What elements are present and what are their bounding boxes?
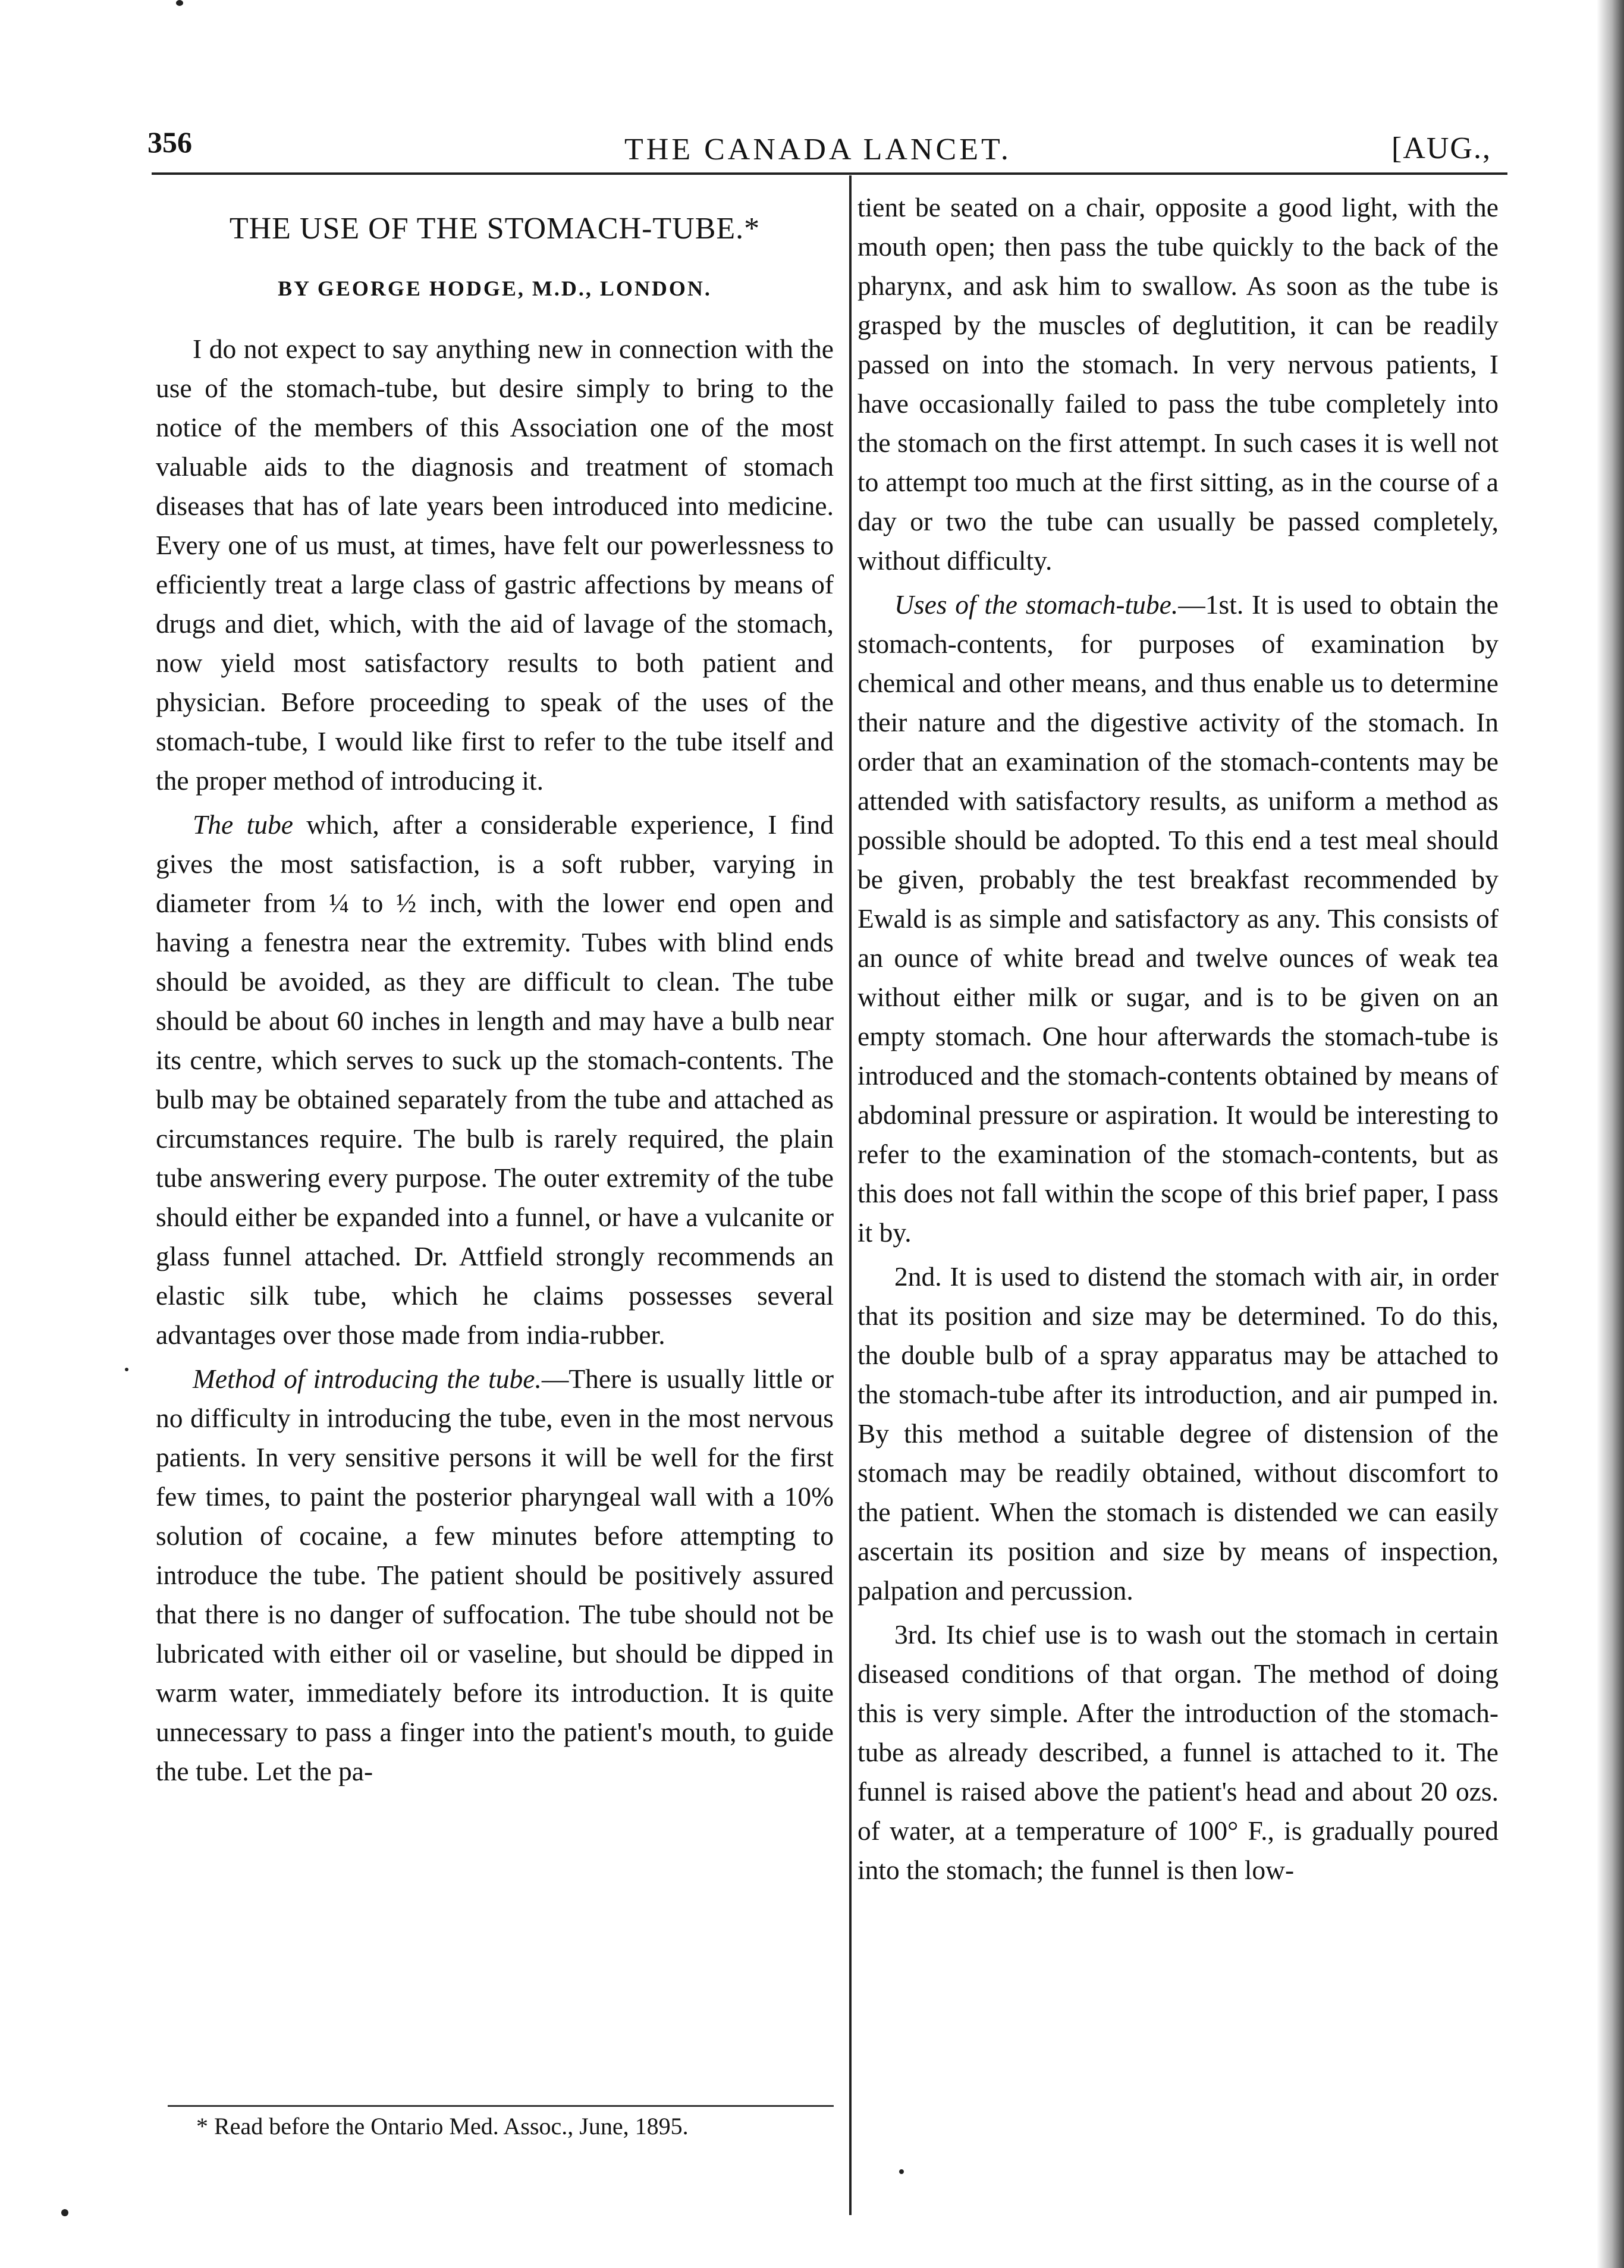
paragraph-second-use: 2nd. It is used to distend the stomach with air, in order that its position and size may be determined. To do this, the double bulb of a spray apparatus may be attached to the stomach-tube after its introduction, and air pumped in. By this method a suitable degree of distension of the stomach may be readily obtained, without discomfort to the patient. When the stomach is distended we can easily ascertain its position and size by means of inspection, palpation and percussion. [857, 1261, 1499, 1606]
page-edge-shadow [1597, 0, 1624, 2268]
paragraph-third-use: 3rd. Its chief use is to wash out the stomach in certain diseased conditions of that organ. The method of doing this is very simple. After the introduction of the stomach-tube as already described, a funnel is attached to it. The funnel is raised above the patient's head and about 20 ozs. of water, at a temperature of 100° F., is gradually poured into the stomach; the funnel is then low- [857, 1619, 1499, 1885]
left-column [156, 190, 834, 1791]
scan-speck [61, 2209, 68, 2216]
paragraph-uses [857, 585, 1499, 1252]
scan-speck [125, 1368, 128, 1371]
date-mark: [AUG., [1391, 131, 1491, 165]
paragraph-continued: tient be seated on a chair, opposite a good light, with the mouth open; then pass the tube quickly to the back of the pharynx, and ask him to swallow. As soon as the tube is grasped by the muscles of deglutition, it can be readily passed on into the stomach. In very nervous patients, I have occasionally failed to pass the tube completely into the stomach on the first attempt. In such cases it is well not to attempt too much at the first sitting, as in the course of a day or two the tube can usually be passed completely, without difficulty. [857, 192, 1499, 576]
paragraph-the-tube [156, 805, 834, 1355]
header-rule [152, 172, 1507, 175]
paragraph-body: —1st. It is used to obtain the stomach-contents, for purposes of examination by chemical and other means, and thus enable us to determine their nature and the digestive activity of the stomach. In order that an examination of the stomach-contents may be attended with satisfactory results, as uniform a method as possible should be adopted. To this end a test meal should be given, probably the test breakfast recommended by Ewald is as simple and satisfactory as any. This consists of an ounce of white bread and twelve ounces of weak tea without either milk or sugar, and is to be given on an empty stomach. One hour afterwards the stomach-tube is introduced and the stomach-contents obtained by means of abdominal pressure or aspiration. It would be interesting to refer to the examination of the stomach-contents, but as this does not fall within the scope of this brief paper, I pass it by. [857, 589, 1499, 1248]
paragraph-intro: I do not expect to say anything new in connection with the use of the stomach-tube, but desire simply to bring to the notice of the members of this Association one of the most valuable aids to the diagnosis and treatment of stomach diseases that has of late years been introduced into medicine. Every one of us must, at times, have felt our powerlessness to efficiently treat a large class of gastric affections by means of drugs and diet, which, with the aid of lavage of the stomach, now yield most satisfactory results to both patient and physician. Before proceeding to speak of the uses of the stomach-tube, I would like first to refer to the tube itself and the proper method of introducing it. [156, 334, 834, 796]
scan-speck [899, 2169, 904, 2174]
footnote: * Read before the Ontario Med. Assoc., June, 1895. [196, 2113, 689, 2140]
article-title: THE USE OF THE STOMACH-TUBE.* [229, 212, 761, 246]
paragraph-method [156, 1359, 834, 1791]
paragraph-body: which, after a considerable experience, I find gives the most satisfaction, is a soft rubber, varying in diameter from ¼ to ½ inch, with the lower end open and having a fenestra near the extremity. Tubes with blind ends should be avoided, as they are difficult to clean. The tube should be about 60 inches in length and may have a bulb near its centre, which serves to suck up the stomach-contents. The bulb may be obtained separately from the tube and attached as circumstances require. The bulb is rarely required, the plain tube answering every purpose. The outer extremity of the tube should either be expanded into a funnel, or have a vulcanite or glass funnel attached. Dr. Attfield strongly recommends an elastic silk tube, which he claims possesses several advantages over those made from india-rubber. [156, 809, 834, 1350]
article-byline: BY GEORGE HODGE, M.D., LONDON. [278, 277, 712, 300]
paragraph-heading: The tube [193, 809, 293, 840]
paragraph-heading: Uses of the stomach-tube. [894, 589, 1179, 620]
page-number: 356 [147, 125, 192, 159]
running-title: THE CANADA LANCET. [624, 133, 1012, 167]
paragraph-body: —There is usually little or no difficulty in introducing the tube, even in the most nervous patients. In very sensitive persons it will be well for the first few times, to paint the posterior pharyngeal wall with a 10% solution of cocaine, a few minutes before attempting to introduce the tube. The patient should be positively assured that there is no danger of suffocation. The tube should not be lubricated with either oil or vaseline, but should be dipped in warm water, immediately before its introduction. It is quite unnecessary to pass a finger into the patient's mouth, to guide the tube. Let the pa- [156, 1364, 834, 1786]
right-column [857, 188, 1499, 1890]
footnote-rule [168, 2105, 834, 2107]
column-divider [849, 175, 852, 2215]
paragraph-heading: Method of introducing the tube. [193, 1364, 542, 1394]
scan-speck [176, 0, 183, 6]
